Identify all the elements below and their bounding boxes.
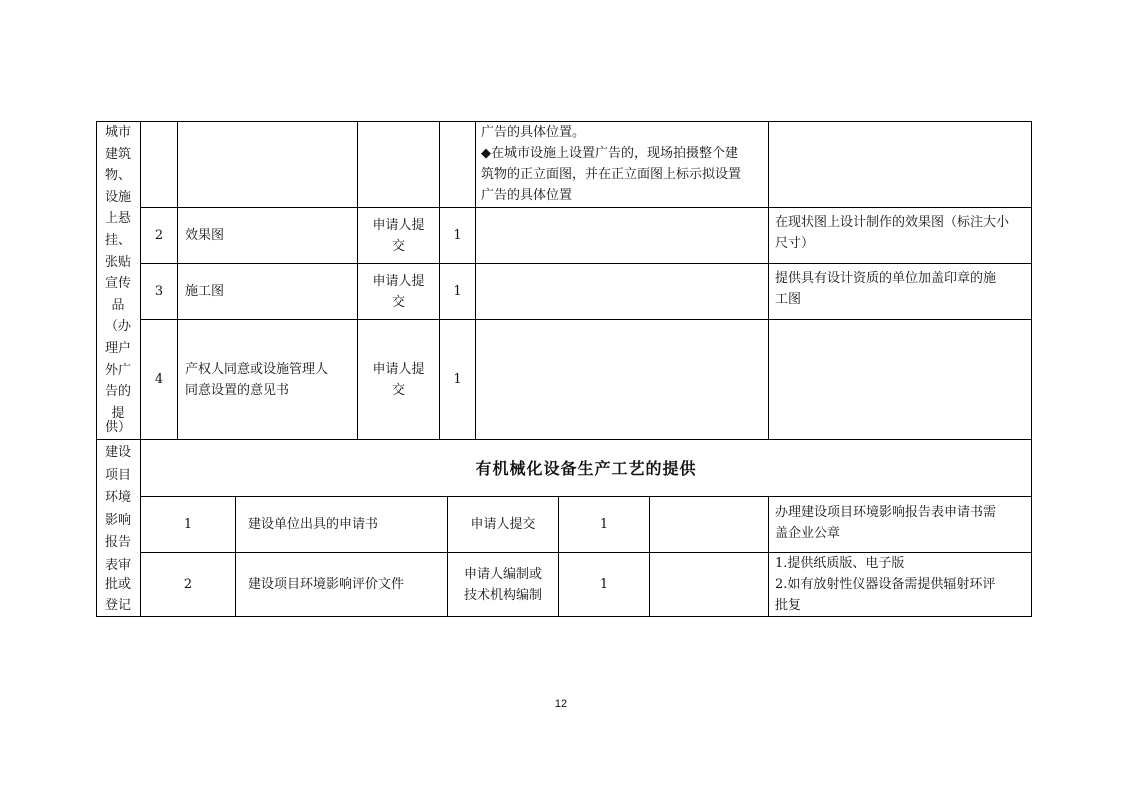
category-line: 张贴	[104, 254, 131, 270]
remark-line: 尺寸）	[775, 236, 815, 251]
source-line: 交	[391, 294, 405, 310]
source-line: 技术机构编制	[463, 587, 542, 603]
material-name: 建设项目环境影响评价文件	[248, 577, 405, 592]
material-name: 效果图	[185, 228, 225, 243]
table-border-bottom	[96, 616, 1032, 617]
table-border-right	[1031, 121, 1032, 617]
category-line: 登记	[104, 598, 131, 613]
category-line: 提	[111, 405, 125, 421]
category-line: 设施	[104, 189, 131, 205]
name-line: 同意设置的意见书	[185, 382, 290, 398]
remark-line: 提供具有设计资质的单位加盖印章的施	[775, 271, 997, 286]
material-source: 申请人提交	[470, 517, 536, 532]
category-line: 建设	[104, 445, 131, 460]
copy-count: 1	[599, 577, 609, 592]
row-number: 3	[154, 284, 164, 299]
remark	[775, 212, 1031, 254]
category-line: 物、	[104, 168, 131, 184]
col-divider	[649, 496, 650, 617]
material-source	[358, 208, 439, 263]
row-number: 2	[183, 577, 193, 592]
col-divider	[475, 121, 476, 440]
source-line: 申请人编制或	[463, 566, 542, 582]
category-line: 城市	[104, 125, 131, 140]
col-divider	[768, 496, 769, 617]
category-line: 批或	[104, 577, 131, 592]
row0-description	[481, 122, 768, 206]
remark	[775, 268, 1031, 310]
copy-count: 1	[599, 517, 609, 532]
category-line: 告的	[104, 384, 131, 400]
row-number: 1	[183, 517, 193, 532]
material-name: 施工图	[185, 284, 225, 299]
col-divider	[177, 121, 178, 440]
material-name: 建设单位出具的申请书	[248, 517, 379, 532]
remark-line: 工图	[775, 292, 802, 307]
remark-line: 在现状图上设计制作的效果图（标注大小	[775, 215, 1010, 230]
category-line: 挂、	[104, 233, 131, 248]
col-divider	[768, 121, 769, 440]
category-line: 表审	[104, 557, 131, 573]
remark-line: 盖企业公章	[775, 526, 841, 541]
material-source	[358, 264, 439, 319]
source-line: 交	[391, 238, 405, 254]
category-line: 项目	[104, 467, 131, 483]
material-source	[358, 320, 439, 439]
remark	[775, 553, 1031, 616]
copy-count: 1	[453, 228, 462, 243]
material-source	[448, 553, 558, 616]
category-line: 理户	[104, 341, 131, 356]
desc-line: 筑物的正立面图，并在正立面图上标示拟设置	[481, 167, 742, 182]
category-line: 品	[111, 297, 125, 313]
page-number: 12	[554, 698, 568, 710]
remark-line: 办理建设项目环境影响报告表申请书需	[775, 505, 997, 520]
copy-count: 1	[453, 372, 462, 387]
row-number: 4	[154, 372, 164, 387]
desc-line: ◆在城市设施上设置广告的，现场拍摄整个建	[481, 146, 738, 161]
section-banner: 有机械化设备生产工艺的提供	[475, 458, 697, 478]
copy-count: 1	[453, 284, 462, 299]
category-line: 影响	[104, 512, 131, 528]
source-line: 申请人提	[372, 361, 425, 377]
category-line: （办	[104, 319, 131, 335]
remark-line: 1.提供纸质版、电子版	[775, 556, 905, 571]
source-line: 申请人提	[372, 217, 425, 233]
remark-line: 2.如有放射性仪器设备需提供辐射环评	[775, 577, 996, 592]
category-line: 宣传	[104, 276, 131, 292]
name-line: 产权人同意或设施管理人	[185, 361, 329, 377]
remark	[775, 502, 1031, 544]
source-line: 申请人提	[372, 273, 425, 289]
source-line: 交	[391, 382, 405, 398]
category-line: 环境	[104, 490, 131, 505]
row-number: 2	[154, 228, 164, 243]
remark-line: 批复	[775, 598, 802, 613]
material-name	[185, 320, 355, 439]
category-line: 报告	[104, 535, 131, 550]
desc-line: 广告的具体位置。	[481, 125, 586, 140]
col-divider	[235, 496, 236, 617]
category-line: 上悬	[104, 211, 131, 227]
category-line: 建筑	[104, 146, 131, 162]
category-line: 外广	[104, 362, 131, 378]
category-line: 供）	[104, 420, 131, 436]
desc-line: 广告的具体位置	[481, 188, 573, 203]
